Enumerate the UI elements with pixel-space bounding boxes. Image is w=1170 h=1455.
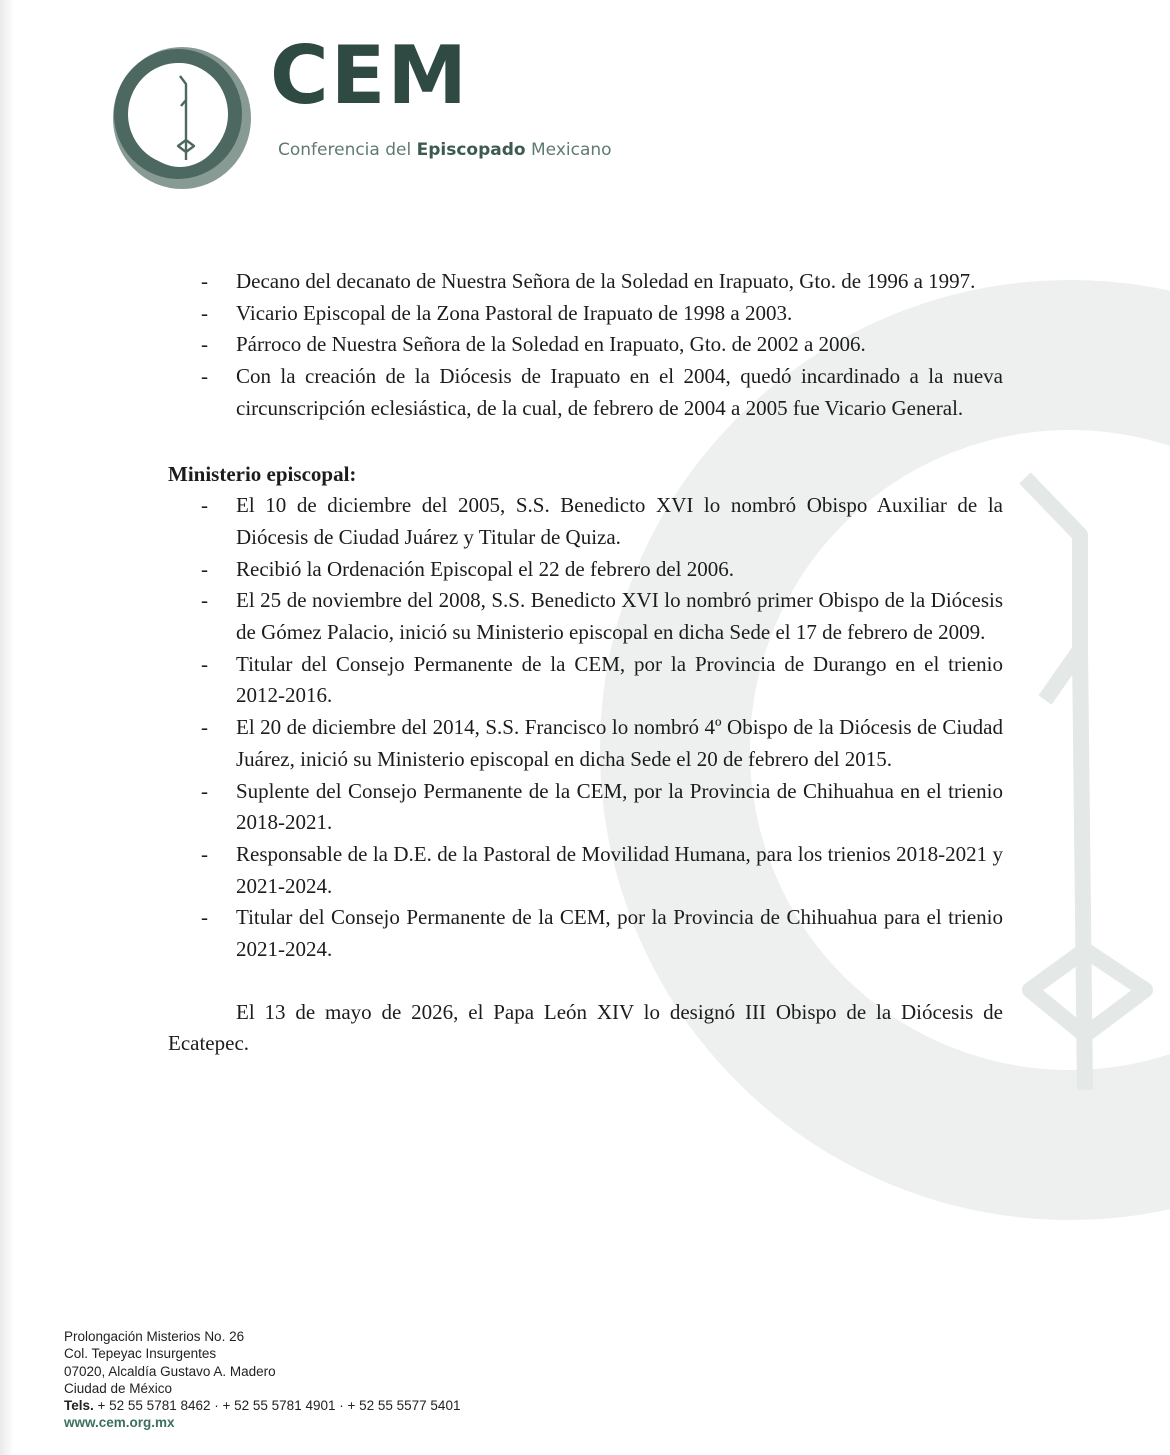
list-item: - Responsable de la D.E. de la Pastoral de Movilidad Humana, para los trienios 2018-2021 y 2021-2024. (168, 839, 1003, 902)
phone-label: Tels. (64, 1398, 94, 1414)
list-item: - El 10 de diciembre del 2005, S.S. Benedicto XVI lo nombró Obispo Auxiliar de la Diócesis de Ciudad Juárez y Titular de Quiza. (168, 490, 1003, 553)
address-line: Prolongación Misterios No. 26 (64, 1329, 245, 1344)
list-item: - Decano del decanato de Nuestra Señora de la Soledad en Irapuato, Gto. de 1996 a 1997. (168, 266, 1003, 298)
phone-numbers: + 52 55 5781 8462 · + 52 55 5781 4901 · + 52 55 5577 5401 (93, 1398, 461, 1414)
list-item: - El 20 de diciembre del 2014, S.S. Francisco lo nombró 4º Obispo de la Diócesis de Ciudad Juárez, inició su Ministerio episcopal en dicha Sede el 20 de febrero del 2015. (168, 712, 1003, 775)
episcopal-list (168, 490, 1003, 966)
list-dash: - (201, 715, 208, 740)
cem-ring-cross-icon (110, 44, 260, 189)
list-item: - Suplente del Consejo Permanente de la CEM, por la Provincia de Chihuahua en el trienio 2018-2021. (168, 776, 1003, 839)
list-dash: - (201, 588, 208, 613)
list-item: - Recibió la Ordenación Episcopal el 22 de febrero del 2006. (168, 554, 1003, 586)
logo-subtitle: Conferencia del Episcopado Mexicano (278, 140, 612, 160)
footer-contact (64, 1328, 460, 1432)
list-dash: - (201, 651, 208, 676)
list-dash: - (201, 269, 208, 293)
list-item: - Vicario Episcopal de la Zona Pastoral de Irapuato de 1998 a 2003. (168, 298, 1003, 330)
logo-title: CEM (270, 29, 469, 122)
list-dash: - (201, 493, 208, 518)
list-dash: - (201, 778, 208, 803)
list-item: - Titular del Consejo Permanente de la CEM, por la Provincia de Durango en el trienio 2012-2016. (168, 649, 1003, 712)
cem-logo (110, 29, 670, 194)
page-edge-shadow (0, 0, 14, 1455)
document-body (168, 266, 1003, 1060)
address-line: Col. Tepeyac Insurgentes (64, 1346, 217, 1362)
website-link[interactable]: www.cem.org.mx (64, 1415, 175, 1431)
address-line: Ciudad de México (64, 1380, 173, 1396)
list-dash: - (201, 364, 208, 389)
list-dash: - (201, 841, 208, 866)
list-dash: - (201, 556, 208, 581)
closing-paragraph: El 13 de mayo de 2026, el Papa León XIV lo designó III Obispo de la Diócesis de Ecatepec. (168, 999, 1003, 1056)
section-heading: Ministerio episcopal: (168, 461, 357, 486)
list-item: - Titular del Consejo Permanente de la CEM, por la Provincia de Chihuahua para el trienio 2021-2024. (168, 902, 1003, 965)
list-item: - Con la creación de la Diócesis de Irapuato en el 2004, quedó incardinado a la nueva circunscripción eclesiástica, de la cual, de febrero de 2004 a 2005 fue Vicario General. (168, 361, 1003, 424)
list-item: - El 25 de noviembre del 2008, S.S. Benedicto XVI lo nombró primer Obispo de la Diócesis de Gómez Palacio, inició su Ministerio episcopal en dicha Sede el 17 de febrero de 2009. (168, 585, 1003, 648)
address-line: 07020, Alcaldía Gustavo A. Madero (64, 1363, 276, 1379)
intro-list (168, 266, 1003, 425)
list-dash: - (201, 300, 208, 325)
list-dash: - (201, 332, 208, 357)
phone-line (64, 1397, 460, 1414)
list-item: - Párroco de Nuestra Señora de la Soledad en Irapuato, Gto. de 2002 a 2006. (168, 329, 1003, 361)
list-dash: - (201, 905, 208, 930)
